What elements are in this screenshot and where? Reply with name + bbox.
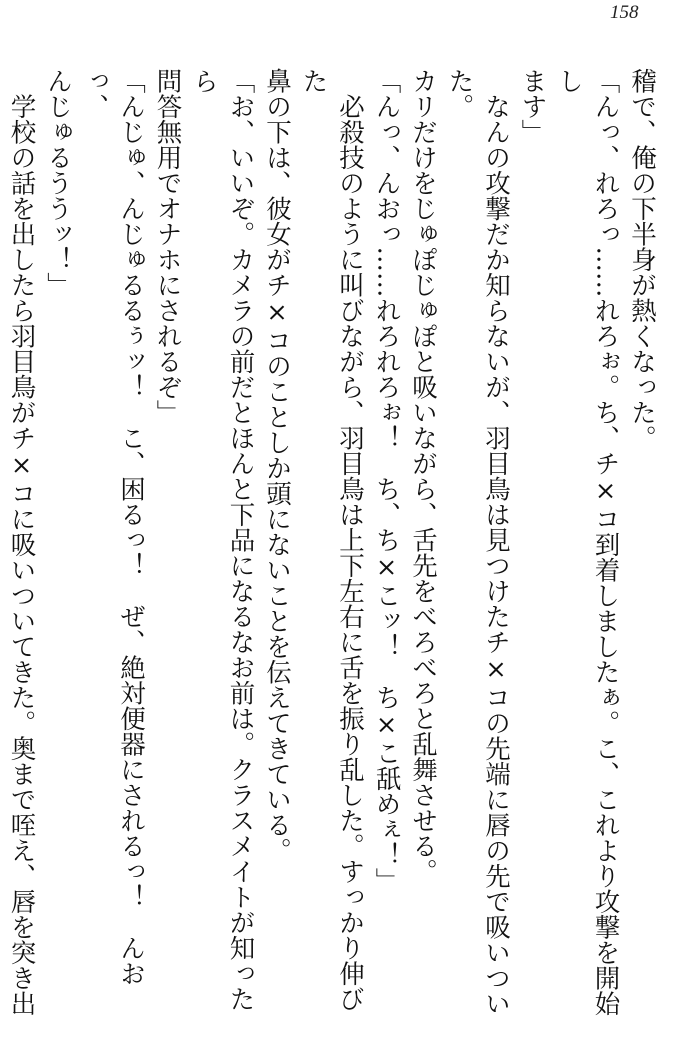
text-line: 問答無用でオナホにされるぞ」 xyxy=(152,68,183,425)
text-line: ます」 xyxy=(517,68,548,145)
text-line: 「お、いいぞ。カメラの前だとほんと下品になるなお前は。クラスメイトが知ったら xyxy=(189,68,256,1012)
page-number: 158 xyxy=(610,2,639,23)
text-line: 稽で、俺の下半身が熱くなった。 xyxy=(627,68,657,451)
text-line: 必殺技のように叫びながら、羽目鳥は上下左右に舌を振り乱した。すっかり伸びた xyxy=(298,68,365,1012)
text-line: カリだけをじゅぽじゅぽと吸いながら、舌先をべろべろと乱舞させる。 xyxy=(408,68,438,884)
text-line: 学校の話を出したら羽目鳥がチ×コに吸いついてきた。奥まで咥え、唇を突き出 xyxy=(6,93,37,1016)
text-line: 「んっ、れろっ……れろぉ。ち、チ×コ到着しましたぁ。こ、これより攻撃を開始し xyxy=(554,68,621,1016)
text-line: んじゅるううッ！」 xyxy=(43,68,73,298)
text-line: 「んじゅ、んじゅるるぅッ！ こ、困るっ！ ぜ、絶対便器にされるっ！ んおっ、 xyxy=(79,68,146,986)
novel-text-block xyxy=(0,68,660,1028)
text-line: なんの攻撃だか知らないが、羽目鳥は見つけたチ×コの先端に唇の先で吸いついた。 xyxy=(444,68,511,1016)
text-line: 鼻の下は、彼女がチ×コのことしか頭にないことを伝えてきている。 xyxy=(262,68,292,863)
text-line: 「んっ、んおっ……れろれろぉ！ ち、ち×こッ！ ち×こ舐めぇ！」 xyxy=(371,68,402,893)
